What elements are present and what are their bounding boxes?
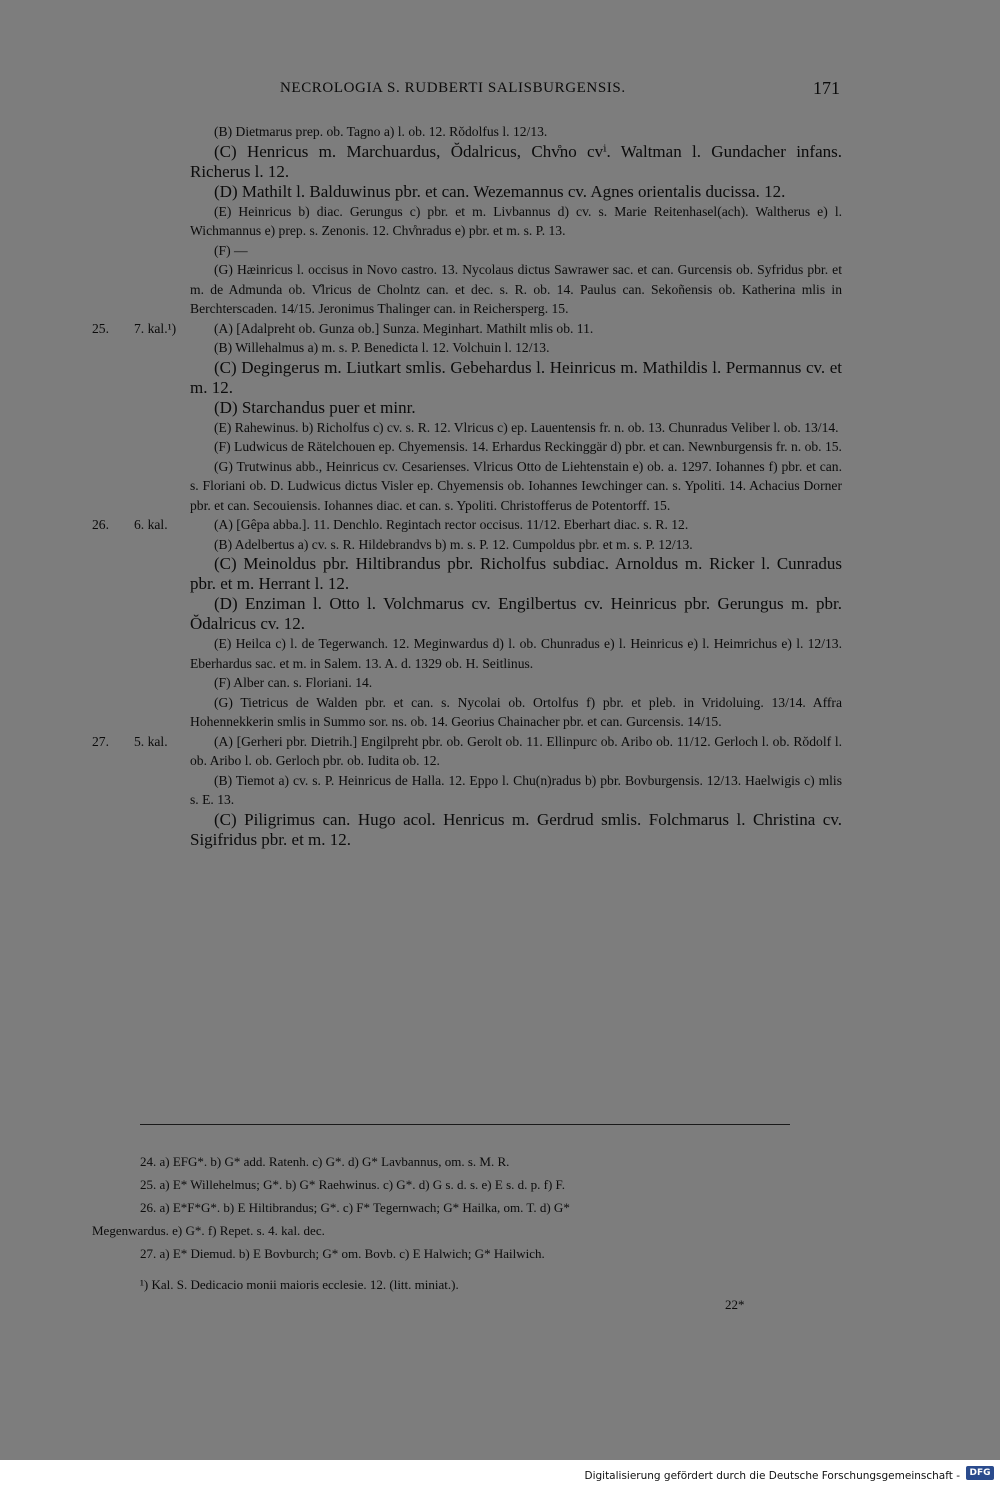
dfg-logo: DFG xyxy=(966,1466,994,1480)
footer-strip xyxy=(0,1460,1000,1486)
funding-notice: Digitalisierung gefördert durch die Deutsche Forschungsgemeinschaft - xyxy=(584,1470,960,1482)
kalend-label: 6. kal. xyxy=(134,517,168,532)
necrology-entry: (C) Degingerus m. Liutkart smlis. Gebehardus l. Heinricus m. Mathildis l. Permannus cv. et m. 12. xyxy=(190,357,842,397)
necrology-entry: (C) Meinoldus pbr. Hiltibrandus pbr. Richolfus subdiac. Arnoldus m. Ricker l. Cunradus pbr. et m. Herrant l. 12. xyxy=(190,554,842,593)
necrology-entry: (D) Enziman l. Otto l. Volchmarus cv. Engilbertus cv. Heinricus pbr. Gerungus m. pbr. Ŏdalricus cv. 12. xyxy=(190,594,842,633)
necrology-entry: (B) Dietmarus prep. ob. Tagno a) l. ob. 12. Rŏdolfus l. 12/13. xyxy=(214,124,548,139)
necrology-entry: (A) [Gêpa abba.]. 11. Denchlo. Regintach rector occisus. 11/12. Eberhart diac. s. R. 12. xyxy=(214,517,689,532)
necrology-entry: (G) Trutwinus abb., Heinricus cv. Cesarienses. Vlricus Otto de Liehtenstain e) ob. a. 1297. Iohannes f) pbr. et can. s. Floriani ob. D. Ludwicus dictus Visler ep. Chyemensis ob. Iohannes Iewchinger can. s. Ypoliti. 14. Achacius Dorner pbr. et can. Secouiensis. Iohannes diac. et can. s. Ypoliti. Christofferus de Potentorff. 15. xyxy=(190,458,842,513)
apparatus-note: 27. a) E* Diemud. b) E Bovburch; G* om. Bovb. c) E Halwich; G* Hailwich. xyxy=(140,1246,545,1261)
necrology-entry: (C) Piligrimus can. Hugo acol. Henricus m. Gerdrud smlis. Folchmarus l. Christina cv. Sigifridus pbr. et m. 12. xyxy=(190,809,842,849)
apparatus-note: 26. a) E*F*G*. b) E Hiltibrandus; G*. c) F* Tegernwach; G* Hailka, om. T. d) G* xyxy=(140,1200,570,1215)
apparatus-note: Megenwardus. e) G*. f) Repet. s. 4. kal. dec. xyxy=(92,1223,325,1238)
necrology-entry: (D) Starchandus puer et minr. xyxy=(214,397,416,417)
necrology-entry: (B) Willehalmus a) m. s. P. Benedicta l. 12. Volchuin l. 12/13. xyxy=(214,340,550,355)
day-number: 25. xyxy=(92,320,109,336)
necrology-entry: (G) Tietricus de Walden pbr. et can. s. Nycolai ob. Ortolfus f) pbr. et pleb. in Vridoluing. 13/14. Affra Hohennekkerin smlis in Summo sor. ns. ob. 14. Georius Chainacher pbr. et can. Gurcensis. 14/15. xyxy=(190,694,842,729)
necrology-entry: (C) Henricus m. Marchuardus, Ŏdalricus, Chv̊no cvⁱ. Waltman l. Gundacher infans. Richerus l. 12. xyxy=(190,141,842,181)
day-block xyxy=(92,732,842,850)
necrology-entry: (B) Tiemot a) cv. s. P. Heinricus de Halla. 12. Eppo l. Chu(n)radus b) pbr. Bovburgensis. 12/13. Haelwigis c) mlis s. E. 13. xyxy=(190,772,842,807)
day-number: 26. xyxy=(92,517,109,532)
necrology-entry: (F) Ludwicus de Rätelchouen ep. Chyemensis. 14. Erhardus Reckinggär d) pbr. et can. Newnburgensis fr. n. ob. 15. xyxy=(214,439,842,454)
necrology-entry: (D) Mathilt l. Balduwinus pbr. et can. Wezemannus cv. Agnes orientalis ducissa. 12. xyxy=(214,181,786,201)
necrology-entry: (E) Heilca c) l. de Tegerwanch. 12. Meginwardus d) l. ob. Chunradus e) l. Heinricus e) l. Heimrichus e) l. 12/13. Eberhardus sac. et m. in Salem. 13. A. d. 1329 ob. H. Seitlinus. xyxy=(190,636,842,671)
necrology-entry: (E) Heinricus b) diac. Gerungus c) pbr. et m. Livbannus d) cv. s. Marie Reitenhasel(ach). Waltherus e) l. Wichmannus e) prep. s. Zenonis. 12. Chv̊nradus e) pbr. et m. s. P. 13. xyxy=(190,203,842,238)
day-block xyxy=(92,515,842,732)
day-number: 27. xyxy=(92,733,109,749)
critical-apparatus xyxy=(92,1150,844,1265)
day-block xyxy=(92,319,842,516)
page-number: 171 xyxy=(813,78,840,98)
running-title: NECROLOGIA S. RUDBERTI SALISBURGENSIS. xyxy=(280,80,626,96)
necrology-entry: (F) Alber can. s. Floriani. 14. xyxy=(214,675,373,690)
necrology-entry: (E) Rahewinus. b) Richolfus c) cv. s. R. 12. Vlricus c) ep. Lauentensis fr. n. ob. 13. Chunradus Veliber l. ob. 13/14. xyxy=(214,419,839,435)
necrology-entry: (B) Adelbertus a) cv. s. R. Hildebrandvs b) m. s. P. 12. Cumpoldus pbr. et m. s. P. 12/13. xyxy=(214,536,693,552)
necrology-entry: (F) — xyxy=(214,242,248,258)
kalend-label: 5. kal. xyxy=(134,733,168,749)
footnote: ¹) Kal. S. Dedicacio monii maioris ecclesie. 12. (litt. miniat.). xyxy=(140,1277,459,1292)
necrology-body xyxy=(92,122,842,850)
apparatus-note: 24. a) EFG*. b) G* add. Ratenh. c) G*. d) G* Lavbannus, om. s. M. R. xyxy=(140,1154,510,1169)
footnote-separator xyxy=(140,1124,790,1125)
necrology-entry: (A) [Adalpreht ob. Gunza ob.] Sunza. Meginhart. Mathilt mlis ob. 11. xyxy=(214,320,594,336)
apparatus-note: 25. a) E* Willehelmus; G*. b) G* Raehwinus. c) G*. d) G s. d. s. e) E s. d. p. f) F. xyxy=(140,1177,565,1192)
necrology-entry: (G) Hæinricus l. occisus in Novo castro. 13. Nycolaus dictus Sawrawer sac. et can. Gurcensis ob. Syfridus pbr. et m. de Admunda ob. V̊lricus de Cholntz can. et dec. s. R. ob. 14. Paulus can. Sekoñensis ob. Katherina mlis in Berchterscaden. 14/15. Jeronimus Thalinger can. in Reichersperg. 15. xyxy=(190,262,842,316)
signature-mark: 22* xyxy=(725,1297,745,1312)
necrology-entry: (A) [Gerheri pbr. Dietrih.] Engilpreht pbr. ob. Gerolt ob. 11. Ellinpurc ob. Aribo ob. 11/12. Gerloch l. ob. Rŏdolf l. ob. Aribo l. ob. Gerloch pbr. ob. Iudita ob. 12. xyxy=(190,733,842,768)
kalend-label: 7. kal.¹) xyxy=(134,320,177,336)
